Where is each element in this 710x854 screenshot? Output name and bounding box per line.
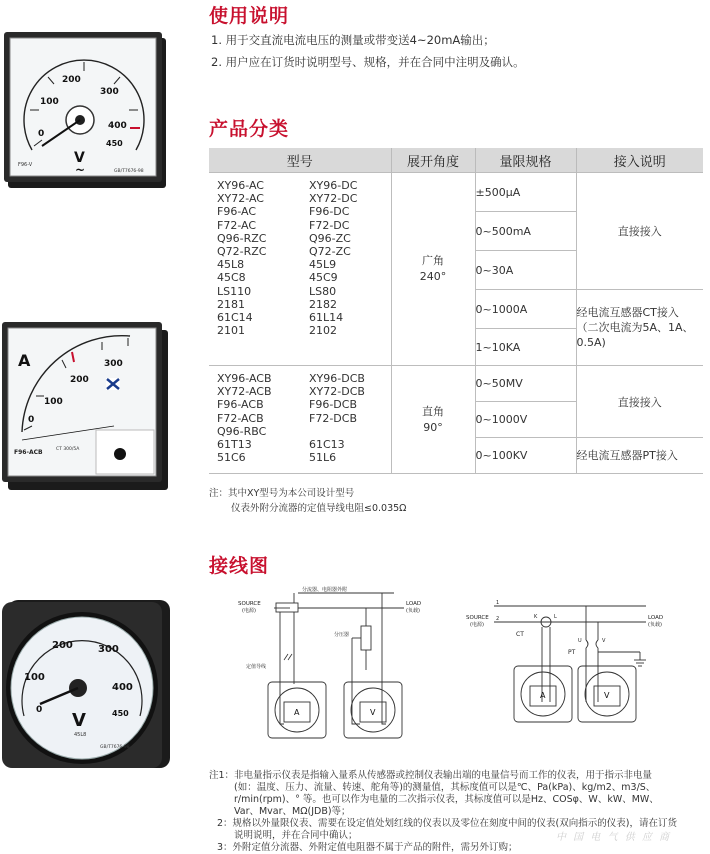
table-note-2: 仪表外附分流器的定值导线电阻≤0.035Ω xyxy=(231,503,407,514)
model-row xyxy=(217,425,391,438)
model-name: F96-DCB xyxy=(309,398,357,412)
model-name: 45L9 xyxy=(309,258,337,272)
group2-conn-direct: 直接接入 xyxy=(576,366,703,438)
meter3-unit: V xyxy=(72,710,86,731)
range-cell: 0~50MV xyxy=(475,366,576,402)
model-name: 2181 xyxy=(217,297,245,311)
model-name: 61L14 xyxy=(309,311,344,325)
meter2-tick-0: 0 xyxy=(28,415,35,425)
header-model: 型号 xyxy=(209,148,391,173)
meter3-tick-200: 200 xyxy=(52,640,73,651)
model-row xyxy=(217,219,391,232)
wl-source-cn: (电源) xyxy=(242,608,256,614)
wiring-diagram-left xyxy=(232,584,442,760)
model-name: LS110 xyxy=(217,284,252,298)
wr-meter-v: V xyxy=(604,691,610,700)
model-name: Q96-RZC xyxy=(217,231,267,245)
wl-divider: 分压器 xyxy=(334,632,350,638)
group1-conn-direct: 直接接入 xyxy=(576,173,703,290)
model-name: F96-AC xyxy=(217,205,257,219)
meter3-tick-450: 450 xyxy=(112,709,129,718)
model-row xyxy=(217,311,391,324)
wl-top-label: 分流器、电阻器外附 xyxy=(302,587,348,593)
model-row xyxy=(217,385,391,398)
model-name: F96-DC xyxy=(309,205,350,219)
meter2-unit: A xyxy=(18,351,31,370)
range-cell: 0~30A xyxy=(475,251,576,290)
model-name: F72-DC xyxy=(309,218,350,232)
group2-angle-deg: 90° xyxy=(423,420,443,434)
wr-v: V xyxy=(602,638,606,644)
model-row xyxy=(217,192,391,205)
group1-models xyxy=(209,173,391,366)
model-name: 51C6 xyxy=(217,451,246,465)
meter1-tick-450: 450 xyxy=(106,139,123,148)
wl-meter-a: A xyxy=(294,708,300,717)
meter3-tick-400: 400 xyxy=(112,682,133,693)
meter3-std: GB/T7676-98 xyxy=(100,745,130,750)
conn-ct-line1: 经电流互感器CT接入 xyxy=(576,306,679,319)
model-name: Q96-RBC xyxy=(217,424,267,438)
header-angle: 展开角度 xyxy=(391,148,475,173)
conn-ct-line2: （二次电流为5A、1A、 xyxy=(576,321,694,334)
product-table xyxy=(209,148,703,474)
header-connection: 接入说明 xyxy=(576,148,703,173)
group1-angle xyxy=(391,173,475,366)
wr-meter-a: A xyxy=(540,691,546,700)
group1-angle-name: 广角 xyxy=(422,254,444,267)
model-name: XY72-DC xyxy=(309,192,358,206)
group2-conn-pt: 经电流互感器PT接入 xyxy=(576,438,703,474)
meter3-tick-100: 100 xyxy=(24,672,45,683)
model-name: Q96-ZC xyxy=(309,231,351,245)
model-row xyxy=(217,179,391,192)
meter1-wave: ~ xyxy=(75,163,86,177)
model-name: 2182 xyxy=(309,297,337,311)
table-note-1: 注：其中XY型号为本公司设计型号 xyxy=(209,488,355,499)
model-row xyxy=(217,298,391,311)
range-cell: 0~500mA xyxy=(475,212,576,251)
model-name: XY72-ACB xyxy=(217,385,272,399)
table-header-row xyxy=(209,148,703,173)
footnote-2-line2: 说明说明，并在合同中确认； xyxy=(234,830,358,841)
group1-conn-ct xyxy=(576,290,703,366)
model-name: 51L6 xyxy=(309,451,337,465)
model-name: XY96-DCB xyxy=(309,372,365,385)
model-name: 45L8 xyxy=(217,258,245,272)
model-row xyxy=(217,412,391,425)
wr-load: LOAD xyxy=(648,615,664,621)
meter2-model: F96-ACB xyxy=(14,449,43,456)
wr-source-cn: (电源) xyxy=(470,622,484,628)
wr-source: SOURCE xyxy=(466,615,489,621)
wr-ct: CT xyxy=(516,631,524,638)
meter1-tick-0: 0 xyxy=(38,129,45,139)
group1-angle-deg: 240° xyxy=(419,270,447,283)
range-cell: ±500μA xyxy=(475,173,576,212)
range-cell: 0~1000A xyxy=(475,290,576,329)
meter3-tick-0: 0 xyxy=(36,705,43,715)
footnote-2-line1: 2：规格以外量限仪表、需要在设定值处划红线的仪表以及零位在刻度中间的仪表(双向指示的仪表)，请在订货 xyxy=(217,818,677,829)
meter1-std: GB/T7676-98 xyxy=(114,169,144,174)
footnote-3: 3：外附定值分流器、外附定值电阻器不属于产品的附件，需另外订购； xyxy=(217,842,518,853)
meter3-tick-300: 300 xyxy=(98,644,119,655)
model-name: XY72-AC xyxy=(217,192,264,206)
meter-photo-2 xyxy=(2,322,172,494)
model-name: XY72-DCB xyxy=(309,385,365,399)
wr-u: U xyxy=(578,638,582,644)
model-name: LS80 xyxy=(309,284,337,298)
footnote-1-line4: Var、Mvar、MΩ(JDB)等； xyxy=(234,806,351,817)
model-name: 61C13 xyxy=(309,438,345,452)
meter3-model: 45L8 xyxy=(74,732,87,738)
wl-lead: 定值导线 xyxy=(246,664,267,670)
meter2-tick-100: 100 xyxy=(44,397,63,407)
usage-item-2: 2. 用户应在订货时说明型号、规格，并在合同中注明及确认。 xyxy=(211,55,525,69)
meter1-tick-100: 100 xyxy=(40,97,59,107)
meter-photo-1 xyxy=(4,32,172,196)
footnote-1-line2: (如：温度、压力、流量、转速、舵角等)的测量值，其标度值可以是℃、Pa(kPa)、kg/m2、m3/S、 xyxy=(234,782,656,793)
model-row xyxy=(217,438,391,451)
model-name: 61T13 xyxy=(217,438,252,452)
model-row xyxy=(217,271,391,284)
table-row xyxy=(209,366,703,402)
model-row xyxy=(217,451,391,464)
model-name: 45C8 xyxy=(217,271,246,285)
model-name: 45C9 xyxy=(309,271,338,285)
model-name: XY96-ACB xyxy=(217,372,272,385)
model-name: Q72-ZC xyxy=(309,245,351,259)
footnote-1-line1: 注1：非电量指示仪表是指输入量系从传感器或控制仪表输出端的电量信号而工作的仪表，用于指示非电量 xyxy=(209,770,653,781)
wr-n1: 1 xyxy=(496,600,500,606)
wl-source: SOURCE xyxy=(238,601,261,607)
model-name: F72-ACB xyxy=(217,411,264,425)
model-name: XY96-AC xyxy=(217,179,264,192)
model-row xyxy=(217,232,391,245)
meter1-model: F96-V xyxy=(18,162,33,168)
wl-load-cn: (负载) xyxy=(406,608,420,614)
meter1-unit: V xyxy=(74,150,85,166)
range-cell: 0~1000V xyxy=(475,402,576,438)
usage-item-1: 1. 用于交直流电流电压的测量或带变送4~20mA输出； xyxy=(211,33,495,47)
model-row xyxy=(217,324,391,337)
wr-n2: 2 xyxy=(496,616,500,622)
table-row xyxy=(209,173,703,212)
wr-pt: PT xyxy=(568,649,576,656)
model-name: F96-ACB xyxy=(217,398,264,412)
wiring-title: 接线图 xyxy=(209,555,270,577)
wr-load-cn: (负载) xyxy=(648,622,662,628)
model-row xyxy=(217,258,391,271)
range-cell: 1~10KA xyxy=(475,329,576,366)
meter1-tick-400: 400 xyxy=(108,121,127,131)
wl-load: LOAD xyxy=(406,601,422,607)
model-name: 61C14 xyxy=(217,311,253,325)
wl-meter-v: V xyxy=(370,708,376,717)
meter2-tick-200: 200 xyxy=(70,375,89,385)
meter1-tick-200: 200 xyxy=(62,75,81,85)
group2-models xyxy=(209,366,391,474)
watermark-text: 中 国 电 气 供 应 商 xyxy=(556,832,672,843)
model-row xyxy=(217,205,391,218)
meter2-ratio: CT 300/5A xyxy=(56,447,80,452)
meter1-tick-300: 300 xyxy=(100,87,119,97)
group2-angle-name: 直角 xyxy=(422,404,444,418)
model-name: Q72-RZC xyxy=(217,245,267,259)
wiring-diagram-right xyxy=(464,596,674,730)
model-name: F72-AC xyxy=(217,218,257,232)
header-range: 量限规格 xyxy=(475,148,576,173)
wr-k: K xyxy=(534,614,538,620)
model-row xyxy=(217,285,391,298)
model-name: XY96-DC xyxy=(309,179,358,192)
range-cell: 0~100KV xyxy=(475,438,576,474)
meter2-tick-300: 300 xyxy=(104,359,123,369)
group2-angle xyxy=(391,366,475,474)
model-name: 2101 xyxy=(217,324,245,338)
footnote-1-line3: r/min(rpm)、° 等。也可以作为电量的二次指示仪表，其标度值可以是Hz、COSφ、W、kW、MW、 xyxy=(234,794,659,805)
model-row xyxy=(217,372,391,385)
model-row xyxy=(217,245,391,258)
wr-l: L xyxy=(554,614,557,620)
model-row xyxy=(217,398,391,411)
model-name: F72-DCB xyxy=(309,411,357,425)
classification-title: 产品分类 xyxy=(209,118,290,140)
model-name: 2102 xyxy=(309,324,337,338)
conn-ct-line3: 0.5A) xyxy=(576,336,606,349)
usage-title: 使用说明 xyxy=(209,5,290,27)
meter-photo-3 xyxy=(2,596,172,772)
